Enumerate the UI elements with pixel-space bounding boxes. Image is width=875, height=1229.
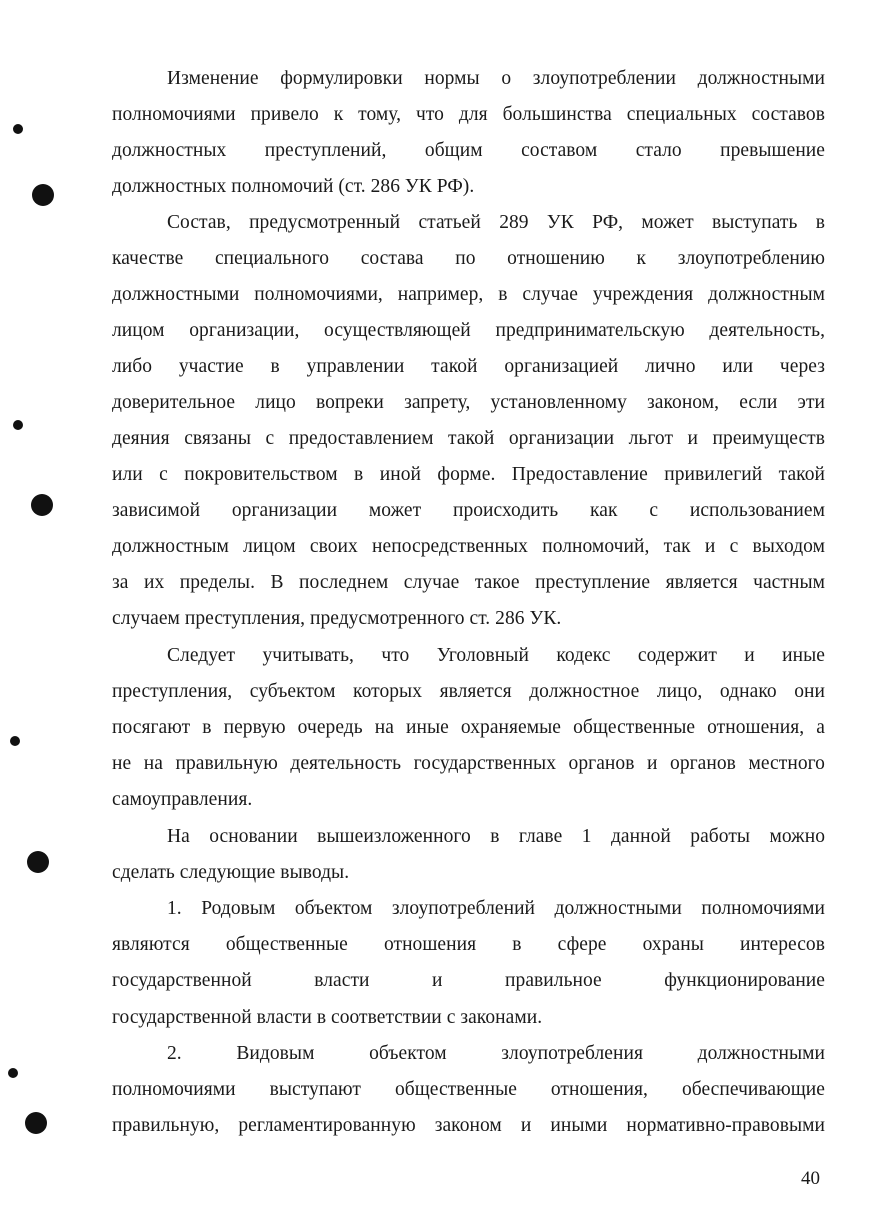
text-line: Следует учитывать, что Уголовный кодекс содержит и иные bbox=[167, 645, 825, 666]
text-line: должностными полномочиями, например, в случае учреждения должностным bbox=[112, 284, 825, 305]
binder-hole-mark bbox=[13, 124, 23, 134]
text-line: деяния связаны с предоставлением такой организации льгот и преимуществ bbox=[112, 428, 825, 449]
text-line: правильную, регламентированную законом и иными нормативно-правовыми bbox=[112, 1115, 825, 1136]
text-line: Изменение формулировки нормы о злоупотреблении должностными bbox=[167, 68, 825, 89]
text-line: 1. Родовым объектом злоупотреблений должностными полномочиями bbox=[167, 898, 825, 919]
text-line: преступления, субъектом которых является должностное лицо, однако они bbox=[112, 681, 825, 702]
binder-hole bbox=[27, 851, 49, 873]
text-line: полномочиями выступают общественные отношения, обеспечивающие bbox=[112, 1079, 825, 1100]
text-line: являются общественные отношения в сфере охраны интересов bbox=[112, 934, 825, 955]
text-line: 2. Видовым объектом злоупотребления должностными bbox=[167, 1043, 825, 1064]
page-number: 40 bbox=[801, 1168, 820, 1189]
text-line: сделать следующие выводы. bbox=[112, 862, 350, 883]
text-line: качестве специального состава по отношению к злоупотреблению bbox=[112, 248, 825, 269]
text-line: государственной власти и правильное функционирование bbox=[112, 970, 825, 991]
text-line: государственной власти в соответствии с законами. bbox=[112, 1007, 543, 1028]
text-line: На основании вышеизложенного в главе 1 данной работы можно bbox=[167, 826, 825, 847]
binder-hole-mark bbox=[8, 1068, 18, 1078]
text-line: самоуправления. bbox=[112, 789, 253, 810]
text-line: полномочиями привело к тому, что для большинства специальных составов bbox=[112, 104, 825, 125]
text-line: случаем преступления, предусмотренного ст. 286 УК. bbox=[112, 608, 562, 629]
text-line: доверительное лицо вопреки запрету, установленному законом, если эти bbox=[112, 392, 825, 413]
text-line: должностных преступлений, общим составом стало превышение bbox=[112, 140, 825, 161]
text-line: должностным лицом своих непосредственных полномочий, так и с выходом bbox=[112, 536, 825, 557]
binder-hole bbox=[25, 1112, 47, 1134]
binder-hole-mark bbox=[13, 420, 23, 430]
text-line: либо участие в управлении такой организацией лично или через bbox=[112, 356, 825, 377]
binder-hole bbox=[31, 494, 53, 516]
text-line: не на правильную деятельность государственных органов и органов местного bbox=[112, 753, 825, 774]
text-line: должностных полномочий (ст. 286 УК РФ). bbox=[112, 176, 475, 197]
text-line: посягают в первую очередь на иные охраняемые общественные отношения, а bbox=[112, 717, 825, 738]
text-line: или с покровительством в иной форме. Предоставление привилегий такой bbox=[112, 464, 825, 485]
text-line: за их пределы. В последнем случае такое преступление является частным bbox=[112, 572, 825, 593]
binder-hole-mark bbox=[10, 736, 20, 746]
text-line: лицом организации, осуществляющей предпринимательскую деятельность, bbox=[112, 320, 825, 341]
text-line: зависимой организации может происходить как с использованием bbox=[112, 500, 825, 521]
text-line: Состав, предусмотренный статьей 289 УК РФ, может выступать в bbox=[167, 212, 825, 233]
binder-hole bbox=[32, 184, 54, 206]
